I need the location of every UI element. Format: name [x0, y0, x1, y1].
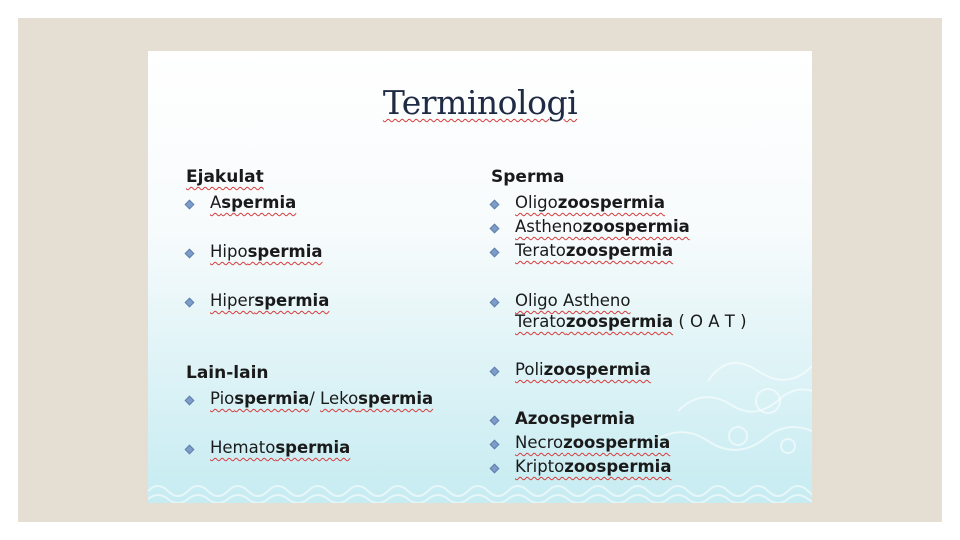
- heading-lain-lain: Lain-lain: [186, 363, 269, 383]
- heading-ejakulat: Ejakulat: [186, 167, 264, 187]
- slide-title: Terminologi: [382, 83, 578, 122]
- slide: Terminologi Ejakulat Aspermia Hipospermia Hiperspermia Lain-lain Piospermia/ Lekospermia Hematospermia Sperma Oligozoospermia Asthenozoospermia Teratozoospermia Oligo Astheno Teratozoospermia ( O A T ) Polizoospermia Azoospermia Necrozoospermia Kriptozoospermia: [148, 51, 812, 503]
- heading-sperma: Sperma: [491, 167, 565, 187]
